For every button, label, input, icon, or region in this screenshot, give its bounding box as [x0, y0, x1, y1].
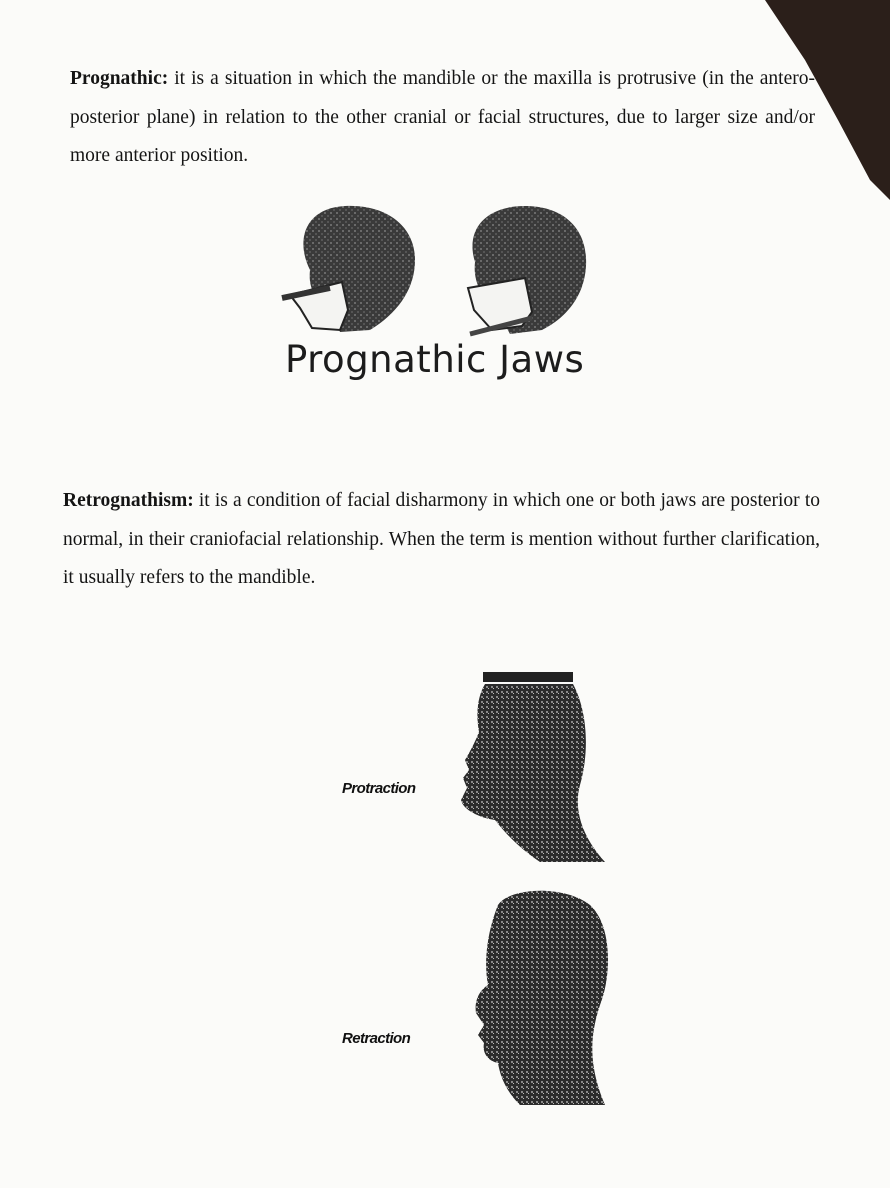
retrognathism-paragraph [63, 482, 820, 598]
head-right-icon [468, 206, 586, 334]
protraction-label: Protraction [342, 780, 416, 797]
protraction-profile-image [455, 670, 615, 865]
prognathic-definition: it is a situation in which the mandible or the maxilla is protrusive (in the antero-posterior plane) in relation to the other cranial or facial structures, due to larger size and/or more anterior position. [70, 68, 815, 166]
retraction-profile-image [470, 885, 615, 1110]
prognathic-paragraph [70, 60, 815, 176]
figure1-caption: Prognathic Jaws [285, 338, 585, 381]
prognathic-term: Prognathic: [70, 68, 169, 89]
retrognathism-definition: it is a condition of facial disharmony in which one or both jaws are posterior to normal, in their craniofacial relationship. When the term is mention without further clarification, it usually refers to the mandible. [63, 490, 820, 588]
retrognathism-term: Retrognathism: [63, 490, 194, 511]
retraction-label: Retraction [342, 1030, 411, 1047]
head-left-icon [282, 206, 415, 332]
prognathic-jaws-illustration [270, 200, 610, 340]
